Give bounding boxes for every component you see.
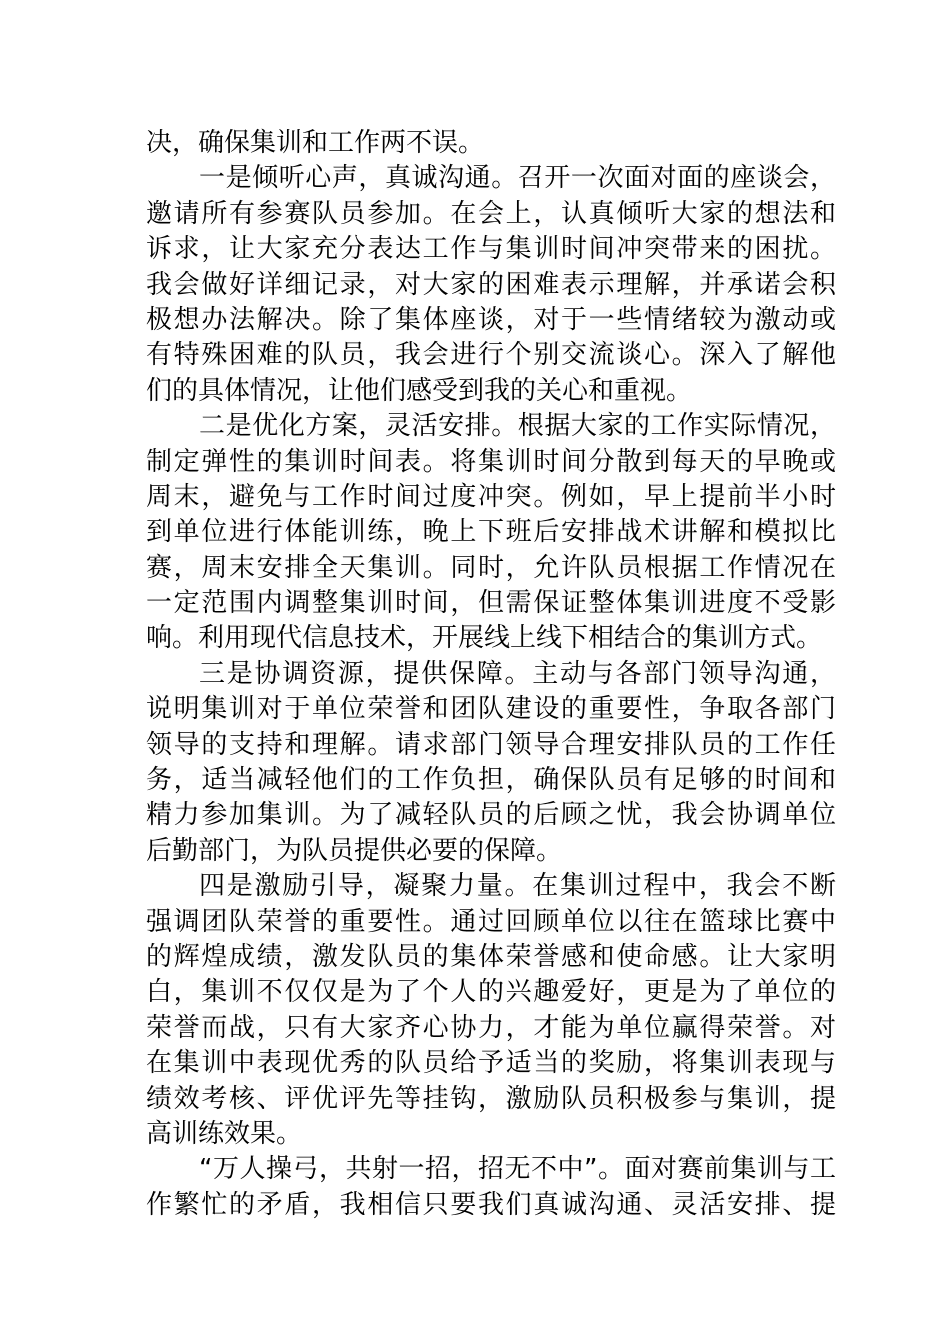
paragraph-line: 作繁忙的矛盾，我相信只要我们真诚沟通、灵活安排、提 [146,1189,836,1220]
paragraph-line: 三是协调资源，提供保障。主动与各部门领导沟通， [199,658,836,689]
paragraph-line: 二是优化方案，灵活安排。根据大家的工作实际情况， [199,411,836,442]
paragraph-line: 决，确保集训和工作两不误。 [146,128,485,158]
paragraph-line: 极想办法解决。除了集体座谈，对于一些情绪较为激动或 [146,304,836,335]
paragraph-line: 一定范围内调整集训时间，但需保证整体集训进度不受影 [146,588,836,619]
paragraph-line: 高训练效果。 [146,1118,303,1149]
paragraph-line: 说明集训对于单位荣誉和团队建设的重要性，争取各部门 [146,694,836,725]
paragraph-line: 诉求，让大家充分表达工作与集训时间冲突带来的困扰。 [146,234,836,265]
paragraph-line: 荣誉而战，只有大家齐心协力，才能为单位赢得荣誉。对 [146,1012,836,1043]
paragraph-line: 四是激励引导，凝聚力量。在集训过程中，我会不断 [199,871,836,902]
paragraph-line: 有特殊困难的队员，我会进行个别交流谈心。深入了解他 [146,340,836,371]
paragraph-line: 后勤部门，为队员提供必要的保障。 [146,835,563,866]
paragraph-line: 领导的支持和理解。请求部门领导合理安排队员的工作任 [146,729,836,760]
document-body [146,126,836,1223]
paragraph-line: 白，集训不仅仅是为了个人的兴趣爱好，更是为了单位的 [146,977,836,1008]
paragraph-line: 赛，周末安排全天集训。同时，允许队员根据工作情况在 [146,552,836,583]
paragraph-line: 们的具体情况，让他们感受到我的关心和重视。 [146,375,693,406]
paragraph-line: 制定弹性的集训时间表。将集训时间分散到每天的早晚或 [146,446,836,477]
paragraph-line: 精力参加集训。为了减轻队员的后顾之忧，我会协调单位 [146,800,836,831]
paragraph-line: 到单位进行体能训练，晚上下班后安排战术讲解和模拟比 [146,517,836,548]
paragraph-line: 周末，避免与工作时间过度冲突。例如，早上提前半小时 [146,481,836,512]
paragraph-line: “万人操弓，共射一招，招无不中”。面对赛前集训与工 [199,1154,836,1185]
paragraph-line: 在集训中表现优秀的队员给予适当的奖励，将集训表现与 [146,1048,836,1079]
paragraph-line: 邀请所有参赛队员参加。在会上，认真倾听大家的想法和 [146,198,836,229]
paragraph-line: 绩效考核、评优评先等挂钩，激励队员积极参与集训，提 [146,1083,836,1114]
paragraph-line: 我会做好详细记录，对大家的困难表示理解，并承诺会积 [146,269,836,300]
paragraph-line: 的辉煌成绩，激发队员的集体荣誉感和使命感。让大家明 [146,941,836,972]
paragraph-line: 一是倾听心声，真诚沟通。召开一次面对面的座谈会， [199,163,836,194]
paragraph-line: 响。利用现代信息技术，开展线上线下相结合的集训方式。 [146,623,823,654]
paragraph-line: 强调团队荣誉的重要性。通过回顾单位以往在篮球比赛中 [146,906,836,937]
paragraph-line: 务，适当减轻他们的工作负担，确保队员有足够的时间和 [146,765,836,796]
